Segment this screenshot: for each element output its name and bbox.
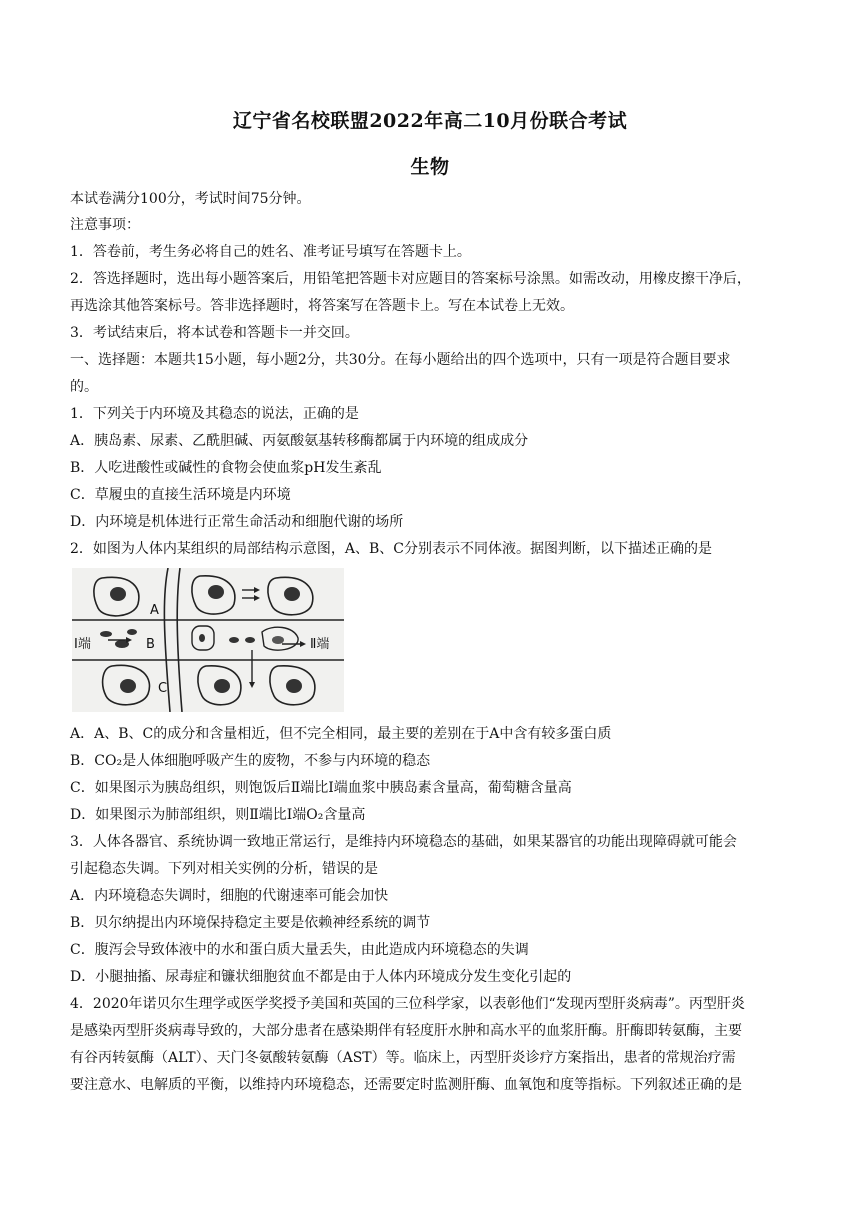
intro-line: 1．答卷前，考生务必将自己的姓名、准考证号填写在答题卡上。	[70, 244, 471, 260]
intro-line: 2．答选择题时，选出每小题答案后，用铅笔把答题卡对应题目的答案标号涂黑。如需改动，用橡皮擦干净后，	[70, 271, 751, 287]
q2-option-a: A．A、B、C的成分和含量相近，但不完全相同，最主要的差别在于A中含有较多蛋白质	[70, 726, 612, 742]
q2-option-b: B．CO₂是人体细胞呼吸产生的废物，不参与内环境的稳态	[70, 753, 431, 769]
q3-option-a: A．内环境稳态失调时，细胞的代谢速率可能会加快	[70, 888, 389, 904]
q3-option-b: B．贝尔纳提出内环境保持稳定主要是依赖神经系统的调节	[70, 915, 431, 931]
q1-option-c: C．草履虫的直接生活环境是内环境	[70, 487, 291, 503]
q2-option-d: D．如果图示为肺部组织，则Ⅱ端比I端O₂含量高	[70, 807, 366, 823]
intro-line: 再选涂其他答案标号。答非选择题时，将答案写在答题卡上。写在本试卷上无效。	[70, 298, 574, 314]
intro-line: 注意事项：	[70, 217, 140, 233]
section-heading-cont: 的。	[70, 379, 98, 395]
label-a: A	[150, 603, 159, 618]
q2-option-c: C．如果图示为胰岛组织，则饱饭后Ⅱ端比I端血浆中胰岛素含量高，葡萄糖含量高	[70, 780, 572, 796]
q1-option-b: B．人吃进酸性或碱性的食物会使血浆pH发生紊乱	[70, 460, 382, 476]
label-end-2: Ⅱ端	[310, 637, 330, 652]
q2-stem: 2．如图为人体内某组织的局部结构示意图，A、B、C分别表示不同体液。据图判断，以下描述正确的是	[70, 541, 713, 557]
q4-stem-cont: 有谷丙转氨酶（ALT）、天门冬氨酸转氨酶（AST）等。临床上，丙型肝炎诊疗方案指出，患者的常规治疗需	[70, 1050, 736, 1066]
q1-option-a: A．胰岛素、尿素、乙酰胆碱、丙氨酸氨基转移酶都属于内环境的组成成分	[70, 433, 529, 449]
q1-option-d: D．内环境是机体进行正常生命活动和细胞代谢的场所	[70, 514, 404, 530]
q4-stem: 4．2020年诺贝尔生理学或医学奖授予美国和英国的三位科学家，以表彰他们“发现丙型肝炎病毒”。丙型肝炎	[70, 996, 745, 1012]
q3-option-d: D．小腿抽搐、尿毒症和镰状细胞贫血不都是由于人体内环境成分发生变化引起的	[70, 969, 572, 985]
q3-stem: 3．人体各器官、系统协调一致地正常运行，是维持内环境稳态的基础，如果某器官的功能出现障碍就可能会	[70, 834, 737, 850]
q4-stem-cont: 是感染丙型肝炎病毒导致的，大部分患者在感染期伴有轻度肝水肿和高水平的血浆肝酶。肝酶即转氨酶，主要	[70, 1023, 742, 1039]
q3-stem-cont: 引起稳态失调。下列对相关实例的分析，错误的是	[70, 861, 378, 877]
q4-stem-cont: 要注意水、电解质的平衡，以维持内环境稳态，还需要定时监测肝酶、血氧饱和度等指标。下列叙述正确的是	[70, 1077, 742, 1093]
q3-option-c: C．腹泻会导致体液中的水和蛋白质大量丢失，由此造成内环境稳态的失调	[70, 942, 529, 958]
exam-subject: 生物	[410, 156, 450, 178]
label-c: C	[158, 681, 168, 696]
intro-line: 本试卷满分100分，考试时间75分钟。	[70, 191, 311, 207]
exam-title: 辽宁省名校联盟2022年高二10月份联合考试	[232, 110, 628, 132]
tissue-diagram	[72, 568, 344, 712]
q1-stem: 1．下列关于内环境及其稳态的说法，正确的是	[70, 406, 359, 422]
label-end-1: I端	[74, 637, 91, 652]
label-b: B	[146, 637, 155, 652]
section-heading: 一、选择题：本题共15小题，每小题2分，共30分。在每小题给出的四个选项中，只有一项是符合题目要求	[70, 352, 731, 368]
intro-line: 3．考试结束后，将本试卷和答题卡一并交回。	[70, 325, 359, 341]
